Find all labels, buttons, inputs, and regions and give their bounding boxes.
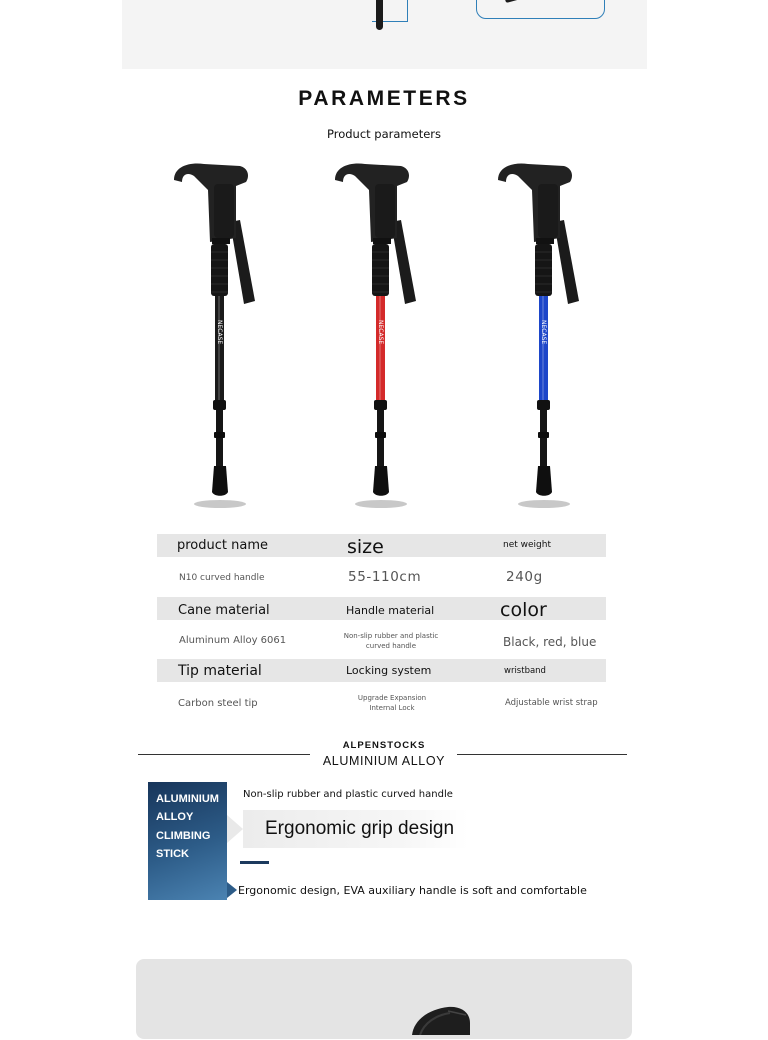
title-underline [240, 861, 269, 864]
header-wristband: wristband [504, 666, 546, 676]
value-net-weight: 240g [506, 569, 543, 585]
value-cane-material: Aluminum Alloy 6061 [179, 635, 287, 646]
pole-brand-text: NECASE [540, 320, 547, 345]
value-product-name: N10 curved handle [179, 573, 265, 583]
header-product-name: product name [177, 538, 268, 553]
page-subtitle: Product parameters [326, 127, 442, 141]
header-locking-system: Locking system [346, 664, 432, 677]
trekking-pole-drawing [484, 160, 604, 520]
feature-badge-text [156, 790, 226, 863]
value-wristband: Adjustable wrist strap [505, 698, 598, 708]
value-handle-material: Non-slip rubber and plastic curved handle [343, 632, 439, 650]
badge-line: CLIMBING [156, 829, 211, 842]
header-net-weight: net weight [503, 540, 551, 550]
pole-fragment-image [372, 0, 408, 22]
pole-image-red [321, 160, 441, 520]
pointer-arrow-icon [227, 882, 237, 898]
section-label: ALPENSTOCKS [342, 740, 426, 751]
section-sublabel: ALUMINIUM ALLOY [322, 754, 446, 768]
badge-line: ALLOY [156, 811, 194, 824]
callout-box-fragment [476, 0, 605, 19]
value-color: Black, red, blue [503, 635, 597, 649]
pole-image-black [160, 160, 280, 520]
value-locking-system: Upgrade Expansion Internal Lock [357, 694, 427, 712]
header-tip-material: Tip material [178, 663, 262, 679]
trekking-pole-drawing [321, 160, 441, 520]
value-size: 55-110cm [348, 569, 422, 585]
header-size: size [347, 536, 384, 558]
pole-brand-text: NECASE [377, 320, 384, 345]
handle-image-fragment [408, 1005, 472, 1035]
badge-line: ALUMINIUM [156, 793, 219, 805]
feature-title: Ergonomic grip design [265, 818, 455, 839]
pole-image-blue [484, 160, 604, 520]
feature-description: Ergonomic design, EVA auxiliary handle is soft and comfortable [238, 884, 587, 897]
pole-brand-text: NECASE [216, 320, 223, 345]
pointer-arrow-icon [227, 815, 243, 843]
header-color: color [500, 599, 547, 621]
feature-handle-text: Non-slip rubber and plastic curved handle [243, 789, 453, 800]
next-section-card [136, 959, 632, 1039]
header-cane-material: Cane material [178, 603, 270, 618]
header-handle-material: Handle material [346, 604, 435, 617]
value-tip-material: Carbon steel tip [178, 698, 258, 709]
page-title: PARAMETERS [298, 87, 470, 110]
trekking-pole-drawing [160, 160, 280, 520]
badge-line: STICK [156, 847, 189, 860]
